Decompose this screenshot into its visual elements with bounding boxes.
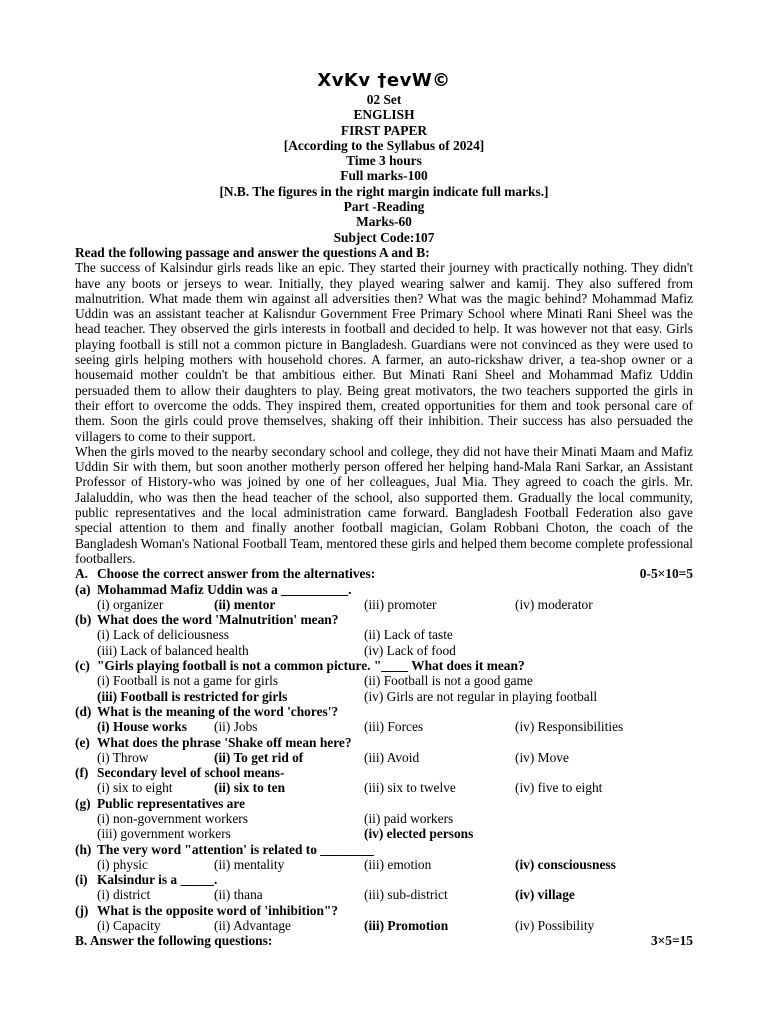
options-a	[75, 597, 693, 612]
question-text: What does the phrase 'Shake off mean here?	[97, 734, 352, 750]
option: (iii) six to twelve	[364, 780, 456, 796]
board-logo-text: XvKv †evW©	[317, 70, 451, 91]
option: (iv) Possibility	[515, 918, 595, 934]
instruction: Read the following passage and answer the questions A and B:	[75, 245, 430, 260]
option: (i) district	[97, 887, 151, 903]
options-h	[75, 857, 693, 872]
question-b	[75, 612, 693, 627]
question-g	[75, 796, 693, 811]
full-marks: Full marks-100	[340, 168, 428, 184]
option: (i) non-government workers	[97, 810, 248, 826]
option: (iii) emotion	[364, 856, 432, 872]
question-j	[75, 903, 693, 918]
question-e	[75, 735, 693, 750]
options-i	[75, 887, 693, 902]
question-text: What is the opposite word of 'inhibition"?	[97, 902, 339, 918]
option: (iv) Girls are not regular in playing football	[364, 688, 598, 704]
section-b-title: B. Answer the following questions:	[75, 933, 273, 949]
option: (iv) Responsibilities	[515, 719, 624, 735]
option: (ii) thana	[214, 887, 263, 903]
question-label: (c)	[75, 658, 90, 674]
exam-header	[0, 92, 768, 245]
reading-passage	[75, 260, 693, 566]
option: (i) organizer	[97, 596, 164, 612]
options-c-1	[75, 673, 693, 688]
section-a-marks: 0-5×10=5	[639, 566, 693, 582]
question-label: (g)	[75, 795, 91, 811]
question-c	[75, 658, 693, 673]
option: (i) Throw	[97, 749, 149, 765]
option: (iii) sub-district	[364, 887, 448, 903]
set-number: 02 Set	[366, 92, 402, 107]
option: (iv) Move	[515, 749, 569, 765]
option-answer: (i) House works	[97, 719, 188, 735]
question-text: Kalsindur is a _____.	[97, 872, 218, 888]
question-label: (j)	[75, 902, 89, 918]
question-label: (e)	[75, 734, 90, 750]
option: (iii) promoter	[364, 596, 437, 612]
option-answer: (ii) mentor	[214, 596, 276, 612]
option: (iv) Lack of food	[364, 642, 456, 658]
question-label: (d)	[75, 703, 92, 719]
options-b-2	[75, 643, 693, 658]
question-label: (h)	[75, 841, 92, 857]
marks-note: [N.B. The figures in the right margin indicate full marks.]	[219, 183, 549, 199]
question-i	[75, 872, 693, 887]
option: (i) Football is not a game for girls	[97, 673, 279, 689]
option: (iii) Avoid	[364, 749, 420, 765]
option: (ii) mentality	[214, 856, 285, 872]
option-answer: (iv) elected persons	[364, 826, 474, 842]
option: (iii) Lack of balanced health	[97, 642, 249, 658]
option: (i) Capacity	[97, 918, 161, 934]
option: (iv) five to eight	[515, 780, 603, 796]
section-a-label: A.	[75, 566, 89, 582]
exam-body	[75, 245, 693, 949]
question-text: Public representatives are	[97, 795, 246, 811]
question-a	[75, 582, 693, 597]
option: (i) Lack of deliciousness	[97, 627, 230, 643]
option-answer: (ii) To get rid of	[214, 749, 304, 765]
option-answer: (ii) six to ten	[214, 780, 286, 796]
options-e	[75, 750, 693, 765]
question-label: (b)	[75, 612, 92, 628]
options-g-1	[75, 811, 693, 826]
paper-title: FIRST PAPER	[340, 122, 428, 138]
option: (i) physic	[97, 856, 148, 872]
question-label: (i)	[75, 872, 88, 888]
passage-paragraph: When the girls moved to the nearby secondary school and college, they did not have their Minati Maam and Mafiz Uddin Sir with them, but soon another motherly person offered her helping hand-Mala Rani Sarkar, an Assistant Professor of History-who was joined by one of her colleagues, Jual Mia. They agreed to coach the girls. Mr. Jalaluddin, who was then the head teacher of the school, also supported them. Gradually the local community, public representatives and the local administration came forward. Bangladesh Football Federation also gave special attention to them and finally another football magician, Golam Robbani Choton, the coach of the Bangladesh Woman's National Football Team, mentored these girls and helped them become complete professional footballers.	[75, 443, 693, 566]
option-answer: (iv) village	[515, 887, 575, 903]
option: (ii) Advantage	[214, 918, 291, 934]
option: (iii) Forces	[364, 719, 424, 735]
question-text: "Girls playing football is not a common picture. "____ What does it mean?	[97, 658, 525, 674]
part-title: Part -Reading	[343, 199, 425, 215]
part-marks: Marks-60	[356, 214, 412, 230]
question-text: What is the meaning of the word 'chores'?	[97, 703, 339, 719]
question-text: What does the word 'Malnutrition' mean?	[97, 612, 339, 628]
option: (iii) government workers	[97, 826, 231, 842]
option-answer: (iv) consciousness	[515, 856, 616, 872]
options-j	[75, 918, 693, 933]
option: (ii) Lack of taste	[364, 627, 453, 643]
section-a-header	[75, 566, 693, 581]
options-d	[75, 719, 693, 734]
subject-title: ENGLISH	[353, 107, 415, 123]
option: (ii) Jobs	[214, 719, 258, 735]
options-g-2	[75, 826, 693, 841]
question-text: Secondary level of school means-	[97, 765, 285, 781]
passage-paragraph: The success of Kalsindur girls reads like an epic. They started their journey with practically nothing. They didn't have any boots or jerseys to wear. Initially, they played wearing salwer and kamij. They also suffered from malnutrition. What made them win against all adversities then? What was the magic behind? Mohammad Mafiz Uddin was an assistant teacher at Kalisndur Government Free Primary School where Minati Rani Sheel was the head teacher. They observed the girls interests in football and decided to help. It was however not that easy. Girls playing football is still not a common picture in Bangladesh. Guardians were not convinced as they were used to seeing girls helping mothers with household chores. A farmer, an auto-rickshaw driver, a tea-shop owner or a housemaid mother couldn't be that ambitious either. But Minati Rani Sheel and Mohammad Mafiz Uddin persuaded them to allow their daughters to play. Being great motivators, the two teachers supported the girls in their effort to overcome the odds. They inspired them, created opportunities for them and took personal care of them. Soon the girls could prove themselves, shaking off their inhibition. Their success has also persuaded the villagers to come to their support.	[75, 260, 693, 444]
section-a-title: Choose the correct answer from the alternatives:	[97, 566, 376, 582]
subject-code: Subject Code:107	[333, 229, 435, 245]
question-f	[75, 765, 693, 780]
question-label: (a)	[75, 581, 91, 597]
options-b-1	[75, 627, 693, 642]
section-b-header	[75, 933, 693, 948]
option: (iv) moderator	[515, 596, 593, 612]
section-b-marks: 3×5=15	[650, 933, 693, 949]
option: (ii) Football is not a good game	[364, 673, 533, 689]
option: (i) six to eight	[97, 780, 173, 796]
time-allowed: Time 3 hours	[346, 153, 422, 169]
question-h	[75, 842, 693, 857]
question-text: Mohammad Mafiz Uddin was a __________.	[97, 581, 352, 597]
question-label: (f)	[75, 765, 89, 781]
option-answer: (iii) Football is restricted for girls	[97, 688, 288, 704]
syllabus-note: [According to the Syllabus of 2024]	[283, 137, 485, 153]
option: (ii) paid workers	[364, 810, 454, 826]
question-d	[75, 704, 693, 719]
options-f	[75, 780, 693, 795]
options-c-2	[75, 689, 693, 704]
question-text: The very word "attention' is related to ________	[97, 841, 374, 857]
option-answer: (iii) Promotion	[364, 918, 449, 934]
